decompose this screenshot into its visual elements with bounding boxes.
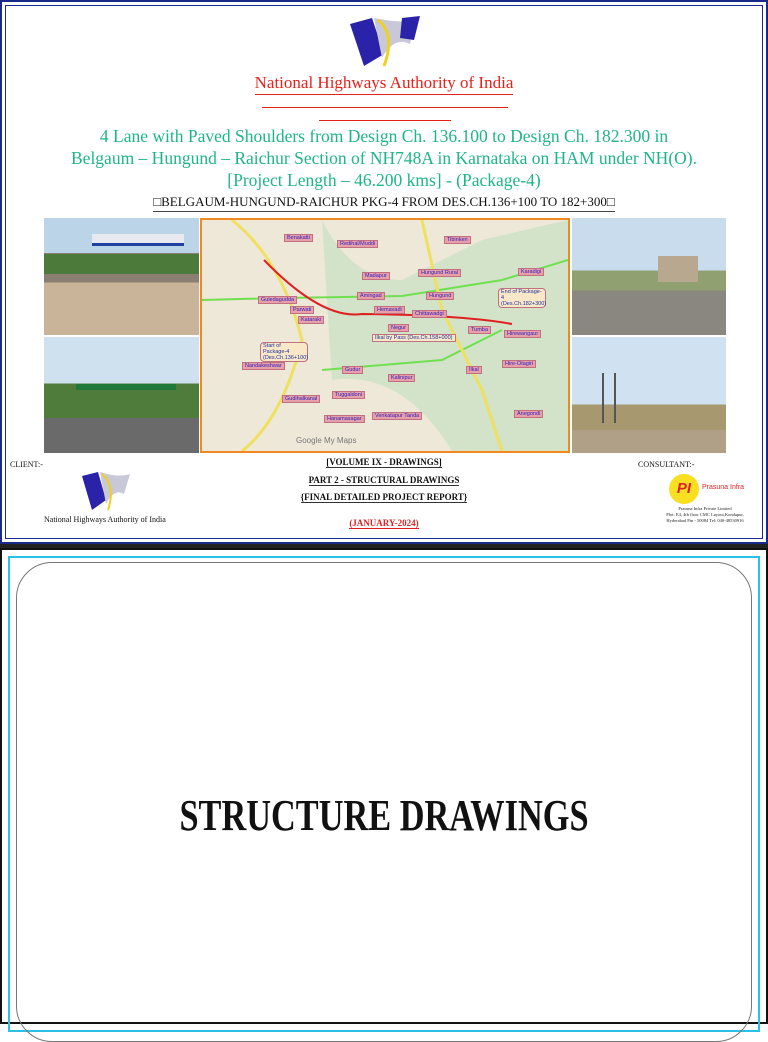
- prasuna-logo: PI: [669, 474, 699, 504]
- part-label: PART 2 - STRUCTURAL DRAWINGS: [308, 475, 460, 485]
- package-line: □BELGAUM-HUNGUND-RAICHUR PKG-4 FROM DES.CH.136+100 TO 182+300□: [0, 194, 768, 210]
- report-label: {FINAL DETAILED PROJECT REPORT}: [300, 492, 468, 502]
- photo-highway: [44, 337, 199, 453]
- map-place-label: Gudihalkanal: [282, 395, 320, 403]
- client-label: CLIENT:-: [10, 460, 43, 469]
- project-description: 4 Lane with Paved Shoulders from Design Ch. 136.100 to Design Ch. 182.300 in Belgaum – Hungund – Raichur Section of NH748A in Karnataka on HAM under NH(O). [Project Length – 46.200 kms] - (Package-4): [71, 126, 697, 190]
- map-place-label: Parwati: [290, 306, 314, 314]
- map-place-label: Hirewangaur: [504, 330, 541, 338]
- nhai-logo: [344, 14, 422, 74]
- callout-bypass: Ilkal by Pass (Des.Ch.158+000): [372, 334, 456, 342]
- photo-toll-plaza: [44, 218, 199, 335]
- map-place-label: Redihal/Muddi: [337, 240, 378, 248]
- client-name: National Highways Authority of India: [44, 515, 166, 524]
- map-place-label: Amingad: [357, 292, 385, 300]
- map-place-label: Tuggaldoni: [332, 391, 365, 399]
- map-place-label: Anegondi: [514, 410, 543, 418]
- route-map: [200, 218, 570, 453]
- consultant-brand: Prasuna Infra: [702, 484, 745, 491]
- org-title: National Highways Authority of India: [0, 73, 768, 93]
- consultant-address: Prasuna Infra Private Limited Plot: E4, 4th floor CMC Layout,Kondapur, Hyderabad Pin - 50084 Tel: 040-48530916: [666, 506, 744, 523]
- divider: [319, 120, 451, 121]
- map-place-label: Hungund Rural: [418, 269, 461, 277]
- date-label: (JANUARY-2024): [349, 518, 419, 528]
- map-place-label: Hire-Otagiri: [502, 360, 536, 368]
- map-place-label: Tumba: [468, 326, 491, 334]
- map-place-label: Guledagudda: [258, 296, 297, 304]
- map-place-label: Karadigi: [518, 268, 544, 276]
- map-place-label: Venkatapur Tanda: [372, 412, 422, 420]
- second-page: [0, 548, 768, 1024]
- map-place-label: Chittawadgi: [412, 310, 447, 318]
- structure-drawings-title: STRUCTURE DRAWINGS: [179, 791, 589, 840]
- map-place-label: Hemavadi: [374, 306, 405, 314]
- map-place-label: Gudur: [342, 366, 363, 374]
- map-place-label: Hungund: [426, 292, 454, 300]
- photo-shelter: [572, 218, 726, 335]
- map-place-label: Kataraki: [298, 316, 324, 324]
- map-place-label: Benakatti: [284, 234, 313, 242]
- divider: [262, 107, 508, 108]
- map-place-label: Ilkal: [466, 366, 482, 374]
- photo-power-lines: [572, 337, 726, 453]
- map-place-label: Hanamasagar: [324, 415, 365, 423]
- map-place-label: Negur: [388, 324, 409, 332]
- map-place-label: Kalinipur: [388, 374, 415, 382]
- callout-end: End of Package-4 (Des.Ch.182+300): [498, 288, 546, 308]
- consultant-label: CONSULTANT:-: [638, 460, 695, 469]
- map-place-label: Tibinkeri: [444, 236, 471, 244]
- volume-label: [VOLUME IX - DRAWINGS]: [326, 457, 442, 467]
- map-watermark: Google My Maps: [296, 436, 357, 445]
- callout-start: Start of Package-4 (Des.Ch.136+100): [260, 342, 308, 362]
- map-place-label: Madapur: [362, 272, 390, 280]
- map-place-label: Nandakeshwar: [242, 362, 285, 370]
